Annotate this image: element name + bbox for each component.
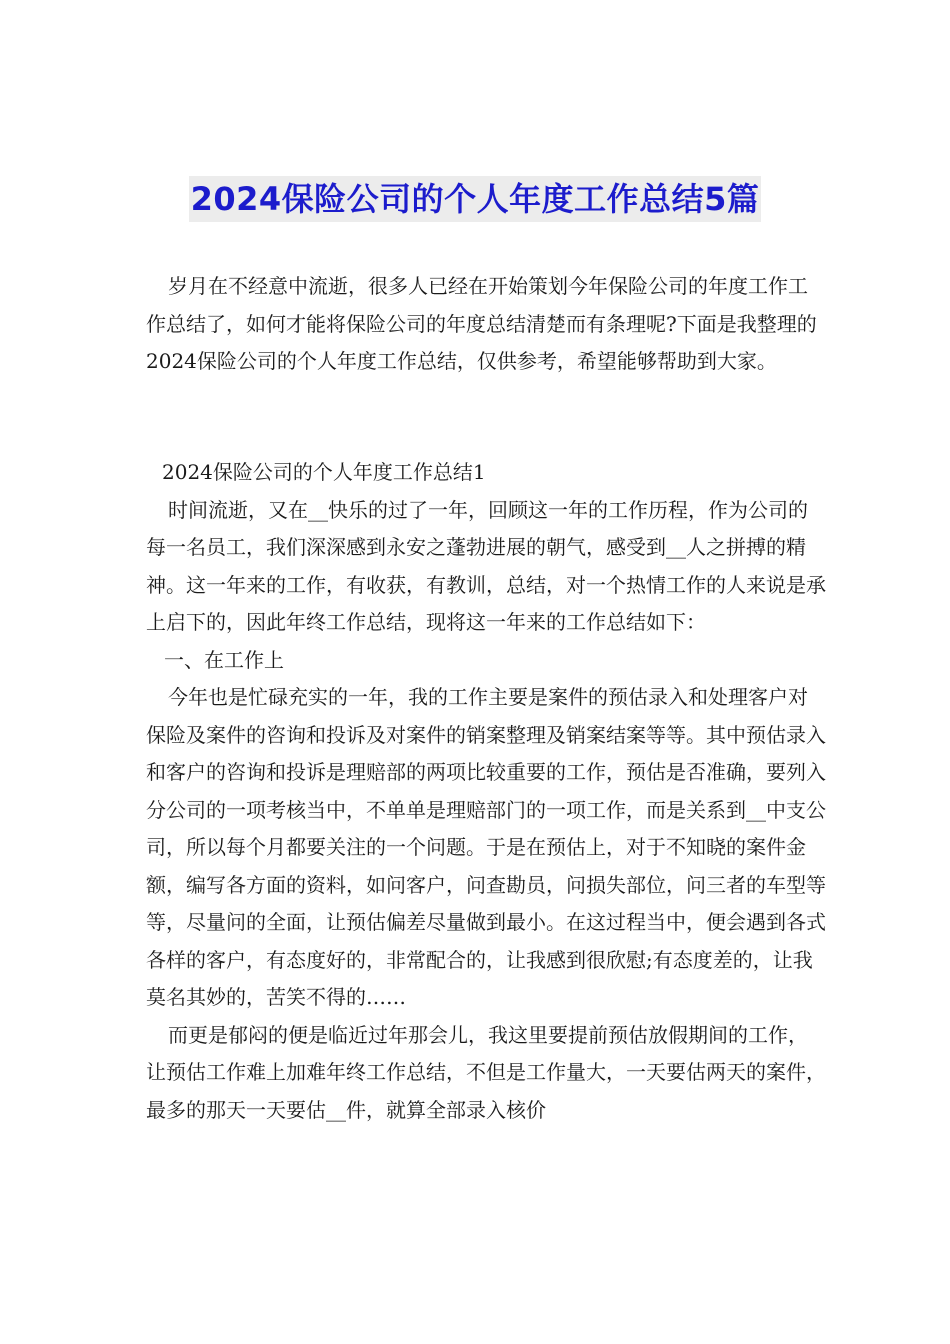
section-1-paragraph-3: 而更是郁闷的便是临近过年那会儿，我这里要提前预估放假期间的工作，让预估工作难上加难年终工作总结，不但是工作量大，一天要估两天的案件，最多的那天一天要估__件，就算全部录入核价 [146, 1022, 826, 1122]
title-container [0, 176, 950, 222]
section-1-subheading-work: 一、在工作上 [164, 647, 284, 672]
intro-paragraph: 岁月在不经意中流逝，很多人已经在开始策划今年保险公司的年度工作工作总结了，如何才能将保险公司的年度总结清楚而有条理呢?下面是我整理的2024保险公司的个人年度工作总结，仅供参考，希望能够帮助到大家。 [146, 274, 817, 373]
document-title: 2024保险公司的个人年度工作总结5篇 [189, 176, 762, 222]
section-1-paragraph-1: 时间流逝，又在__快乐的过了一年，回顾这一年的工作历程，作为公司的每一名员工，我们深深感到永安之蓬勃进展的朝气，感受到__人之拼搏的精神。这一年来的工作，有收获，有教训，总结，对一个热情工作的人来说是承上启下的，因此年终工作总结，现将这一年来的工作总结如下： [146, 497, 826, 634]
section-1-heading: 2024保险公司的个人年度工作总结1 [162, 460, 486, 484]
intro-block [146, 268, 826, 381]
section-1 [146, 454, 826, 1129]
section-1-paragraph-2: 今年也是忙碌充实的一年，我的工作主要是案件的预估录入和处理客户对保险及案件的咨询和投诉及对案件的销案整理及销案结案等等。其中预估录入和客户的咨询和投诉是理赔部的两项比较重要的工作，预估是否准确，要列入分公司的一项考核当中，不单单是理赔部门的一项工作，而是关系到__中支公司，所以每个月都要关注的一个问题。于是在预估上，对于不知晓的案件金额，编写各方面的资料，如问客户，问查勘员，问损失部位，问三者的车型等等，尽量问的全面，让预估偏差尽量做到最小。在这过程当中，便会遇到各式各样的客户，有态度好的，非常配合的，让我感到很欣慰;有态度差的，让我莫名其妙的，苦笑不得的…… [146, 685, 826, 1009]
